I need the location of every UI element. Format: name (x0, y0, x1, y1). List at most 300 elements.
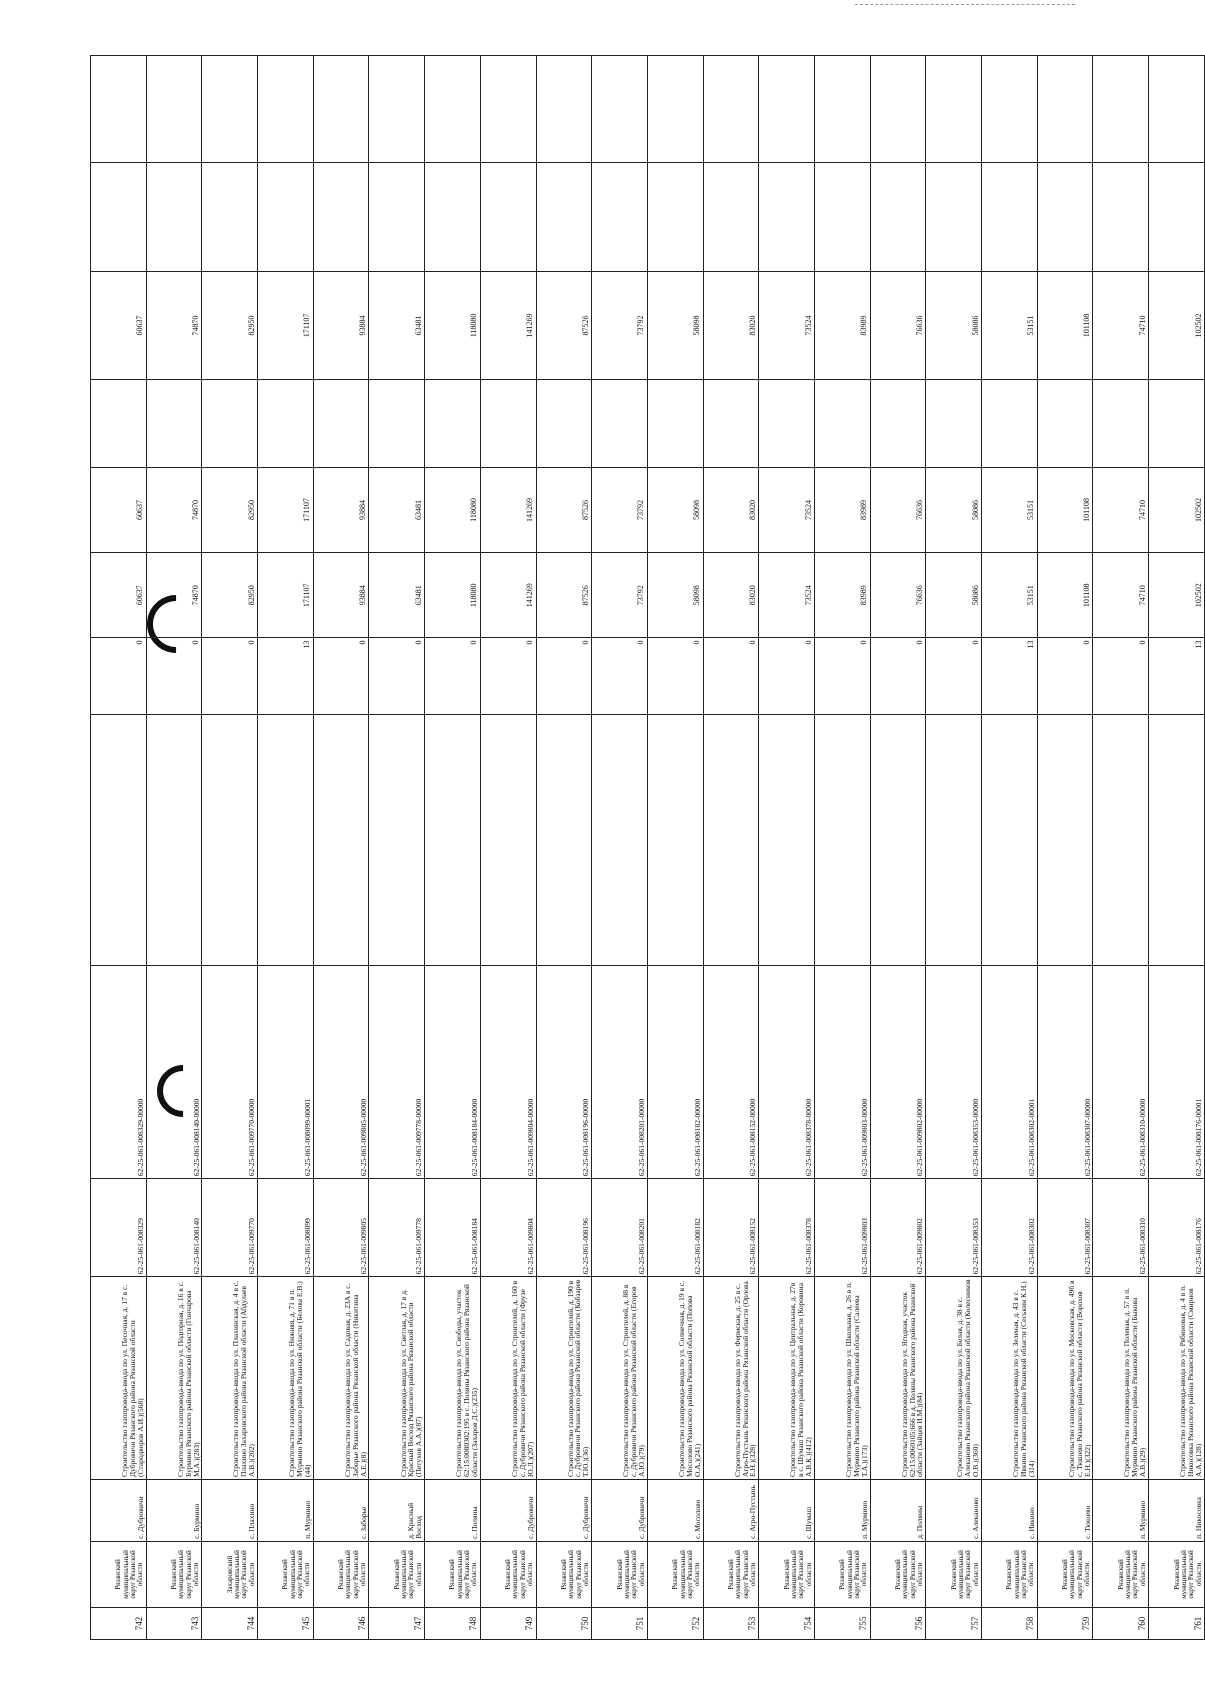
amount-year-cell: 74710 (1093, 467, 1149, 552)
municipality-cell: Рязанский муниципальный округ Рязанской области (926, 1541, 982, 1607)
registry-code-cell: 62-25-061-008329-00000 (91, 965, 147, 1178)
amount-year-cell: 58098 (647, 467, 703, 552)
empty-cell (1037, 162, 1093, 271)
registry-code-cell: 62-25-061-008353-00000 (926, 965, 982, 1178)
amount-plan-cell: 73792 (592, 271, 648, 380)
description-cell: Строительство газопровода-ввода по ул. Центральная, д. 27в в с. Шумаш Рязанского района Рязанской области (Коровина А.В.К.)(412) (759, 1277, 815, 1480)
row-number: 753 (703, 1608, 759, 1640)
empty-cell (425, 715, 481, 966)
locality-cell: с. Агро-Пустынь (703, 1480, 759, 1542)
stage-cell: 13 (982, 638, 1038, 715)
stage-cell: 0 (647, 638, 703, 715)
amount-plan-cell: 83989 (814, 271, 870, 380)
registry-code-cell: 62-25-061-008152-00000 (703, 965, 759, 1178)
object-code-cell: 62-25-061-008184 (425, 1179, 481, 1277)
amount-total-cell: 118080 (425, 553, 481, 638)
registry-code-cell: 62-25-061-008201-00000 (592, 965, 648, 1178)
amount-total-cell: 58086 (926, 553, 982, 638)
row-number: 750 (536, 1608, 592, 1640)
registry-code-cell: 62-25-061-008184-00000 (425, 965, 481, 1178)
empty-cell (703, 162, 759, 271)
table-body (91, 56, 1205, 1640)
table-row (258, 56, 314, 1640)
table-row (1093, 56, 1149, 1640)
locality-cell: п. Мурмино (1093, 1480, 1149, 1542)
amount-year-cell: 73792 (592, 467, 648, 552)
object-code-cell: 62-25-061-008099 (258, 1179, 314, 1277)
amount-plan-cell: 60637 (91, 271, 147, 380)
table-row (759, 56, 815, 1640)
empty-cell (480, 380, 536, 467)
amount-plan-cell: 82950 (202, 271, 258, 380)
table-row (146, 56, 202, 1640)
empty-cell (1037, 56, 1093, 163)
municipality-cell: Рязанский муниципальный округ Рязанской области (759, 1541, 815, 1607)
empty-cell (258, 56, 314, 163)
empty-cell (814, 56, 870, 163)
scan-edge-mark (855, 0, 1075, 5)
stage-cell: 0 (536, 638, 592, 715)
object-code-cell: 62-25-061-008329 (91, 1179, 147, 1277)
amount-year-cell: 93884 (313, 467, 369, 552)
table-row (592, 56, 648, 1640)
stage-cell: 0 (313, 638, 369, 715)
row-number: 760 (1093, 1608, 1149, 1640)
empty-cell (814, 715, 870, 966)
locality-cell: с. Заборье (313, 1480, 369, 1542)
registry-code-cell: 62-25-061-009803-00000 (814, 965, 870, 1178)
empty-cell (202, 715, 258, 966)
locality-cell: с. Шумаш (759, 1480, 815, 1542)
locality-cell: с. Дубровичи (480, 1480, 536, 1542)
empty-cell (814, 162, 870, 271)
amount-year-cell: 101108 (1037, 467, 1093, 552)
empty-cell (759, 715, 815, 966)
empty-cell (146, 715, 202, 966)
locality-cell: с. Мосолово (647, 1480, 703, 1542)
empty-cell (536, 162, 592, 271)
object-code-cell: 62-25-061-009802 (870, 1179, 926, 1277)
row-number: 749 (480, 1608, 536, 1640)
empty-cell (982, 715, 1038, 966)
empty-cell (258, 162, 314, 271)
empty-cell (982, 380, 1038, 467)
table-row (703, 56, 759, 1640)
amount-plan-cell: 101108 (1037, 271, 1093, 380)
description-cell: Строительство газопровода-ввода по ул. Строителей, д. 88 в с. Дубровичи Рязанского района Рязанской области (Егоров А.Ю.)(79) (592, 1277, 648, 1480)
empty-cell (1093, 162, 1149, 271)
stage-cell: 0 (425, 638, 481, 715)
description-cell: Строительство газопровода-ввода по ул. Ягодная, участок 62:15:0060105:666 в д. Поляны Рязанского района Рязанской области (Зайцев И.М.)(84) (870, 1277, 926, 1480)
empty-cell (647, 715, 703, 966)
locality-cell: с. Дубровичи (91, 1480, 147, 1542)
amount-year-cell: 82950 (202, 467, 258, 552)
amount-total-cell: 74710 (1093, 553, 1149, 638)
row-number: 754 (759, 1608, 815, 1640)
stage-cell: 0 (926, 638, 982, 715)
amount-total-cell: 87526 (536, 553, 592, 638)
row-number: 743 (146, 1608, 202, 1640)
stage-cell: 0 (1093, 638, 1149, 715)
row-number: 757 (926, 1608, 982, 1640)
empty-cell (313, 380, 369, 467)
description-cell: Строительство газопровода-ввода по ул. Полевая, д. 57 в п. Мурмино Рязанского района Рязанской области (Быкова А.В.)(29) (1093, 1277, 1149, 1480)
table-row (480, 56, 536, 1640)
description-cell: Строительство газопровода-ввода по ул. Солнечная, д. 19 в с. Мосолово Рязанского района Рязанской области (Попова О.А.)(241) (647, 1277, 703, 1480)
description-cell: Строительство газопровода-ввода по ул. Светлая, д. 17 в д. Красный Восход Рязанского района Рязанской области (Петухов А.А.)(87) (369, 1277, 425, 1480)
registry-code-cell: 62-25-061-008196-00000 (536, 965, 592, 1178)
stage-cell: 13 (258, 638, 314, 715)
stage-cell: 0 (592, 638, 648, 715)
locality-cell: с. Алеканово (926, 1480, 982, 1542)
amount-total-cell: 101108 (1037, 553, 1093, 638)
description-cell: Строительство газопровода-ввода по ул. Нижняя, д. 71 в п. Мурмино Рязанского района Рязанской области (Белова Е.В.)(44) (258, 1277, 314, 1480)
object-code-cell: 62-25-061-008152 (703, 1179, 759, 1277)
empty-cell (870, 162, 926, 271)
empty-cell (369, 162, 425, 271)
amount-year-cell: 60637 (91, 467, 147, 552)
table-row (982, 56, 1038, 1640)
row-number: 742 (91, 1608, 147, 1640)
empty-cell (1093, 56, 1149, 163)
amount-year-cell: 73524 (759, 467, 815, 552)
empty-cell (91, 56, 147, 163)
description-cell: Строительство газопровода-ввода по ул. Свободы, участок 62:15:0080302:195 в с. Поляны Рязанского района Рязанской области (Захаров Д.С.)(235) (425, 1277, 481, 1480)
amount-year-cell: 87526 (536, 467, 592, 552)
description-cell: Строительство газопровода-ввода по ул. Песочная, д. 17 в с. Дубровичи Рязанского района Рязанской области (Стародворов А.И.)(568) (91, 1277, 147, 1480)
empty-cell (592, 56, 648, 163)
amount-total-cell: 171107 (258, 553, 314, 638)
empty-cell (369, 715, 425, 966)
stage-cell: 0 (202, 638, 258, 715)
empty-cell (982, 56, 1038, 163)
empty-cell (1093, 715, 1149, 966)
empty-cell (1149, 56, 1205, 163)
municipality-cell: Рязанский муниципальный округ Рязанской области (369, 1541, 425, 1607)
empty-cell (592, 380, 648, 467)
empty-cell (202, 380, 258, 467)
table-row (1037, 56, 1093, 1640)
object-code-cell: 62-25-061-009803 (814, 1179, 870, 1277)
amount-plan-cell: 93884 (313, 271, 369, 380)
amount-plan-cell: 74710 (1093, 271, 1149, 380)
stage-cell: 13 (1149, 638, 1205, 715)
locality-cell: с. Ивкино (982, 1480, 1038, 1542)
rotated-table-wrapper (90, 55, 1205, 1640)
description-cell: Строительство газопровода-ввода по ул. Строителей, д. 190 в с. Дубровичи Рязанского района Рязанской области (Кобзарев Т.Ю.)(36) (536, 1277, 592, 1480)
amount-total-cell: 93884 (313, 553, 369, 638)
amount-plan-cell: 58086 (926, 271, 982, 380)
registry-code-cell: 62-25-061-009778-00000 (369, 965, 425, 1178)
municipality-cell: Рязанский муниципальный округ Рязанской области (1149, 1541, 1205, 1607)
amount-plan-cell: 87526 (536, 271, 592, 380)
empty-cell (759, 380, 815, 467)
object-code-cell: 62-25-061-008201 (592, 1179, 648, 1277)
amount-total-cell: 58098 (647, 553, 703, 638)
empty-cell (202, 162, 258, 271)
stage-cell: 0 (703, 638, 759, 715)
locality-cell: п. Никосовка (1149, 1480, 1205, 1542)
description-cell: Строительство газопровода-ввода по ул. Белая, д. 38 в с. Алеканово Рязанского района Рязанской области (Колесников О.В.)(360) (926, 1277, 982, 1480)
municipality-cell: Рязанский муниципальный округ Рязанской области (982, 1541, 1038, 1607)
amount-year-cell: 53151 (982, 467, 1038, 552)
empty-cell (313, 162, 369, 271)
amount-year-cell: 141269 (480, 467, 536, 552)
municipality-cell: Рязанский муниципальный округ Рязанской области (425, 1541, 481, 1607)
row-number: 756 (870, 1608, 926, 1640)
table-row (870, 56, 926, 1640)
object-code-cell: 62-25-061-008378 (759, 1179, 815, 1277)
empty-cell (146, 162, 202, 271)
object-code-cell: 62-25-061-008302 (982, 1179, 1038, 1277)
amount-year-cell: 58086 (926, 467, 982, 552)
empty-cell (536, 56, 592, 163)
empty-cell (480, 56, 536, 163)
object-code-cell: 62-25-061-008307 (1037, 1179, 1093, 1277)
municipality-cell: Рязанский муниципальный округ Рязанской области (536, 1541, 592, 1607)
empty-cell (1037, 380, 1093, 467)
empty-cell (926, 56, 982, 163)
description-cell: Строительство газопровода-ввода по ул. Строителей, д. 160 в с. Дубровичи Рязанского района Рязанской области (Фрузе Ю.Л.)(207) (480, 1277, 536, 1480)
amount-total-cell: 83989 (814, 553, 870, 638)
amount-year-cell: 102502 (1149, 467, 1205, 552)
stage-cell: 0 (814, 638, 870, 715)
empty-cell (369, 380, 425, 467)
municipality-cell: Рязанский муниципальный округ Рязанской области (146, 1541, 202, 1607)
locality-cell: с. Дубровичи (592, 1480, 648, 1542)
description-cell: Строительство газопровода-ввода по ул. Садовая, д. 23А в с. Заборье Рязанского района Рязанской области (Никитина А.Е.)(8) (313, 1277, 369, 1480)
empty-cell (480, 715, 536, 966)
empty-cell (480, 162, 536, 271)
object-code-cell: 62-25-061-009778 (369, 1179, 425, 1277)
register-table (90, 55, 1205, 1640)
stage-cell: 0 (870, 638, 926, 715)
registry-code-cell: 62-25-061-009770-00000 (202, 965, 258, 1178)
amount-plan-cell: 102502 (1149, 271, 1205, 380)
locality-cell: с. Тюшево (1037, 1480, 1093, 1542)
municipality-cell: Рязанский муниципальный округ Рязанской области (258, 1541, 314, 1607)
amount-year-cell: 118080 (425, 467, 481, 552)
municipality-cell: Рязанский муниципальный округ Рязанской области (647, 1541, 703, 1607)
empty-cell (703, 56, 759, 163)
locality-cell: с. Поляны (425, 1480, 481, 1542)
row-number: 744 (202, 1608, 258, 1640)
amount-year-cell: 83989 (814, 467, 870, 552)
registry-code-cell: 62-25-061-008182-00000 (647, 965, 703, 1178)
row-number: 758 (982, 1608, 1038, 1640)
amount-plan-cell: 171107 (258, 271, 314, 380)
empty-cell (926, 380, 982, 467)
stage-cell: 0 (759, 638, 815, 715)
locality-cell: д. Поляны (870, 1480, 926, 1542)
empty-cell (146, 56, 202, 163)
row-number: 755 (814, 1608, 870, 1640)
empty-cell (870, 56, 926, 163)
object-code-cell: 62-25-061-008182 (647, 1179, 703, 1277)
empty-cell (313, 56, 369, 163)
object-code-cell: 62-25-061-008176 (1149, 1179, 1205, 1277)
empty-cell (258, 715, 314, 966)
municipality-cell: Рязанский муниципальный округ Рязанской области (1093, 1541, 1149, 1607)
municipality-cell: Рязанский муниципальный округ Рязанской области (814, 1541, 870, 1607)
empty-cell (592, 162, 648, 271)
row-number: 748 (425, 1608, 481, 1640)
empty-cell (759, 162, 815, 271)
empty-cell (759, 56, 815, 163)
table-row (814, 56, 870, 1640)
table-row (369, 56, 425, 1640)
empty-cell (536, 380, 592, 467)
table-row (313, 56, 369, 1640)
municipality-cell: Рязанский муниципальный округ Рязанской области (1037, 1541, 1093, 1607)
amount-total-cell: 76636 (870, 553, 926, 638)
amount-plan-cell: 63481 (369, 271, 425, 380)
empty-cell (425, 162, 481, 271)
table-row (425, 56, 481, 1640)
empty-cell (91, 380, 147, 467)
amount-plan-cell: 141269 (480, 271, 536, 380)
row-number: 746 (313, 1608, 369, 1640)
amount-total-cell: 73792 (592, 553, 648, 638)
amount-year-cell: 171107 (258, 467, 314, 552)
stage-cell: 0 (91, 638, 147, 715)
empty-cell (313, 715, 369, 966)
empty-cell (647, 56, 703, 163)
description-cell: Строительство газопровода-ввода по ул. Плахинская, д. 4 в с. Плахино Захаровского района Рязанской области (Абдулаев А.В.)(202) (202, 1277, 258, 1480)
empty-cell (91, 162, 147, 271)
amount-total-cell: 60637 (91, 553, 147, 638)
amount-total-cell: 74870 (146, 553, 202, 638)
amount-plan-cell: 76636 (870, 271, 926, 380)
registry-code-cell: 62-25-061-009805-00000 (313, 965, 369, 1178)
row-number: 759 (1037, 1608, 1093, 1640)
amount-plan-cell: 73524 (759, 271, 815, 380)
amount-total-cell: 83020 (703, 553, 759, 638)
empty-cell (1149, 162, 1205, 271)
empty-cell (425, 56, 481, 163)
registry-code-cell: 62-25-061-008378-00000 (759, 965, 815, 1178)
table-row (1149, 56, 1205, 1640)
amount-plan-cell: 53151 (982, 271, 1038, 380)
locality-cell: д. Красный Восход (369, 1480, 425, 1542)
municipality-cell: Рязанский муниципальный округ Рязанской области (480, 1541, 536, 1607)
row-number: 752 (647, 1608, 703, 1640)
object-code-cell: 62-25-061-008310 (1093, 1179, 1149, 1277)
empty-cell (982, 162, 1038, 271)
empty-cell (1149, 380, 1205, 467)
municipality-cell: Рязанский муниципальный округ Рязанской области (592, 1541, 648, 1607)
empty-cell (926, 715, 982, 966)
registry-code-cell: 62-25-061-008099-00001 (258, 965, 314, 1178)
municipality-cell: Рязанский муниципальный округ Рязанской области (313, 1541, 369, 1607)
registry-code-cell: 62-25-061-008307-00000 (1037, 965, 1093, 1178)
empty-cell (536, 715, 592, 966)
empty-cell (870, 380, 926, 467)
object-code-cell: 62-25-061-009805 (313, 1179, 369, 1277)
empty-cell (202, 56, 258, 163)
empty-cell (1093, 380, 1149, 467)
row-number: 751 (592, 1608, 648, 1640)
empty-cell (926, 162, 982, 271)
locality-cell: п. Мурмино (814, 1480, 870, 1542)
object-code-cell: 62-25-061-008140 (146, 1179, 202, 1277)
amount-total-cell: 53151 (982, 553, 1038, 638)
municipality-cell: Рязанский муниципальный округ Рязанской области (703, 1541, 759, 1607)
empty-cell (647, 162, 703, 271)
amount-total-cell: 82950 (202, 553, 258, 638)
table-row (202, 56, 258, 1640)
empty-cell (647, 380, 703, 467)
locality-cell: с. Бурмино (146, 1480, 202, 1542)
municipality-cell: Рязанский муниципальный округ Рязанской области (91, 1541, 147, 1607)
stage-cell: 0 (480, 638, 536, 715)
amount-total-cell: 102502 (1149, 553, 1205, 638)
empty-cell (1149, 715, 1205, 966)
description-cell: Строительство газопровода-ввода по ул. Рябиновая, д. 4 в п. Никосовка Рязанского района Рязанской области (Смирнов А.А.)(128) (1149, 1277, 1205, 1480)
empty-cell (870, 715, 926, 966)
amount-plan-cell: 58098 (647, 271, 703, 380)
table-row (647, 56, 703, 1640)
table-row (926, 56, 982, 1640)
row-number: 747 (369, 1608, 425, 1640)
amount-year-cell: 76636 (870, 467, 926, 552)
description-cell: Строительство газопровода-ввода по ул. Московская, д. 49б в с. Тюшево Рязанского района Рязанской области (Ворохов Е.Н.)(322) (1037, 1277, 1093, 1480)
description-cell: Строительство газопровода-ввода по ул. Школьная, д. 26 в п. Мурмино Рязанского района Рязанской области (Салеева Т.А.)(173) (814, 1277, 870, 1480)
municipality-cell: Рязанский муниципальный округ Рязанской области (870, 1541, 926, 1607)
stage-cell: 0 (1037, 638, 1093, 715)
empty-cell (91, 715, 147, 966)
description-cell: Строительство газопровода-ввода по ул. Подгорная, д. 16 в с. Бурмино Рязанского района Рязанской области (Гончарова М.А.)(283) (146, 1277, 202, 1480)
empty-cell (369, 56, 425, 163)
table-row (536, 56, 592, 1640)
empty-cell (1037, 715, 1093, 966)
amount-plan-cell: 83020 (703, 271, 759, 380)
object-code-cell: 62-25-061-008353 (926, 1179, 982, 1277)
amount-plan-cell: 74870 (146, 271, 202, 380)
locality-cell: с. Плахино (202, 1480, 258, 1542)
description-cell: Строительство газопровода-ввода по ул. Зеленая, д. 43 в с. Ивкино Рязанского района Рязанской области (Сеськин К.Н.)(314) (982, 1277, 1038, 1480)
amount-total-cell: 73524 (759, 553, 815, 638)
empty-cell (703, 715, 759, 966)
municipality-cell: Захаровский муниципальный округ Рязанской области (202, 1541, 258, 1607)
locality-cell: с. Дубровичи (536, 1480, 592, 1542)
registry-code-cell: 62-25-061-009804-00000 (480, 965, 536, 1178)
registry-code-cell: 62-25-061-008310-00000 (1093, 965, 1149, 1178)
row-number: 761 (1149, 1608, 1205, 1640)
amount-total-cell: 141269 (480, 553, 536, 638)
empty-cell (425, 380, 481, 467)
locality-cell: п. Мурмино (258, 1480, 314, 1542)
empty-cell (146, 380, 202, 467)
object-code-cell: 62-25-061-009804 (480, 1179, 536, 1277)
stage-cell: 0 (146, 638, 202, 715)
amount-total-cell: 63481 (369, 553, 425, 638)
amount-year-cell: 83020 (703, 467, 759, 552)
empty-cell (814, 380, 870, 467)
registry-code-cell: 62-25-061-009802-00000 (870, 965, 926, 1178)
row-number: 745 (258, 1608, 314, 1640)
registry-code-cell: 62-25-061-008302-00001 (982, 965, 1038, 1178)
empty-cell (703, 380, 759, 467)
registry-code-cell: 62-25-061-008140-00000 (146, 965, 202, 1178)
amount-plan-cell: 118080 (425, 271, 481, 380)
amount-year-cell: 63481 (369, 467, 425, 552)
registry-code-cell: 62-25-061-008176-00001 (1149, 965, 1205, 1178)
stage-cell: 0 (369, 638, 425, 715)
object-code-cell: 62-25-061-009770 (202, 1179, 258, 1277)
empty-cell (592, 715, 648, 966)
empty-cell (258, 380, 314, 467)
